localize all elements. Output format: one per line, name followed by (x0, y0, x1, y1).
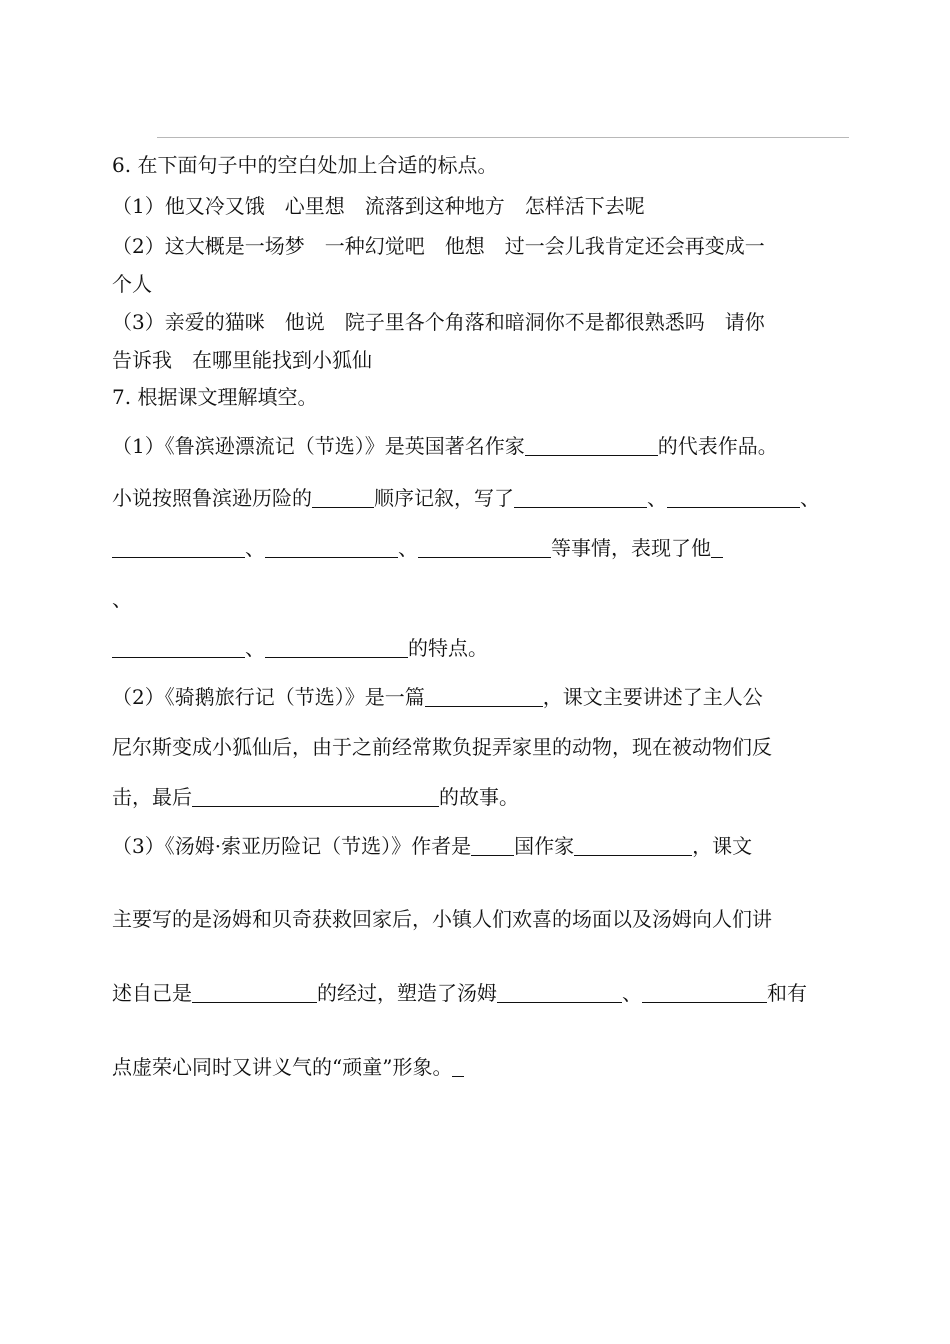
blank[interactable] (711, 537, 723, 558)
q7-p1-line-1: （1）《鲁滨逊漂流记（节选）》是英国著名作家 的代表作品。 (112, 434, 778, 458)
q7-p3-line-3: 述自己是 的经过，塑造了汤姆 、 和有 (112, 981, 807, 1005)
q6-sentence-3-line-1: （3）亲爱的猫咪 他说 院子里各个角落和暗洞你不是都很熟悉吗 请你 (112, 310, 765, 334)
blank[interactable] (192, 786, 439, 807)
q7-p1-line-5: 、 的特点。 (112, 634, 488, 662)
header-divider (157, 137, 849, 138)
q7-p3-line-2: 主要写的是汤姆和贝奇获救回家后，小镇人们欢喜的场面以及汤姆向人们讲 (112, 907, 772, 931)
blank[interactable] (642, 982, 767, 1003)
blank[interactable] (418, 537, 551, 558)
q6-sentence-2-line-2: 个人 (112, 272, 152, 296)
q7-p2-line-1: （2）《骑鹅旅行记（节选）》是一篇 ，课文主要讲述了主人公 (112, 685, 763, 709)
blank[interactable] (574, 835, 692, 856)
blank[interactable] (525, 435, 658, 456)
blank[interactable] (312, 487, 374, 508)
blank[interactable] (471, 835, 514, 856)
blank[interactable] (667, 487, 800, 508)
blank[interactable] (192, 982, 317, 1003)
q7-p1-line-2: 小说按照鲁滨逊历险的 顺序记叙，写了 、 、 (112, 486, 820, 510)
q7-p2-line-3: 击，最后 的故事。 (112, 785, 519, 809)
blank[interactable] (497, 982, 622, 1003)
q6-sentence-1: （1）他又冷又饿 心里想 流落到这种地方 怎样活下去呢 (112, 194, 645, 218)
q6-sentence-2-line-1: （2）这大概是一场梦 一种幻觉吧 他想 过一会儿我肯定还会再变成一 (112, 234, 765, 258)
blank[interactable] (452, 1056, 464, 1077)
q7-p2-line-2: 尼尔斯变成小狐仙后，由于之前经常欺负捉弄家里的动物，现在被动物们反 (112, 735, 772, 759)
q7-p3-line-4: 点虚荣心同时又讲义气的“顽童”形象。 (112, 1053, 464, 1081)
blank[interactable] (514, 487, 647, 508)
question-7-title: 7. 根据课文理解填空。 (112, 385, 318, 409)
blank[interactable] (112, 637, 245, 658)
q6-sentence-3-line-2: 告诉我 在哪里能找到小狐仙 (112, 348, 372, 372)
q7-p3-line-1: （3）《汤姆·索亚历险记（节选）》作者是 国作家 ，课文 (112, 834, 753, 858)
q7-p1-line-3: 、 、 等事情，表现了他 (112, 534, 723, 562)
blank[interactable] (265, 537, 398, 558)
blank[interactable] (112, 537, 245, 558)
blank[interactable] (425, 686, 543, 707)
blank[interactable] (265, 637, 408, 658)
question-6-title: 6. 在下面句子中的空白处加上合适的标点。 (112, 153, 498, 177)
q7-p1-line-4: 、 (112, 587, 132, 611)
